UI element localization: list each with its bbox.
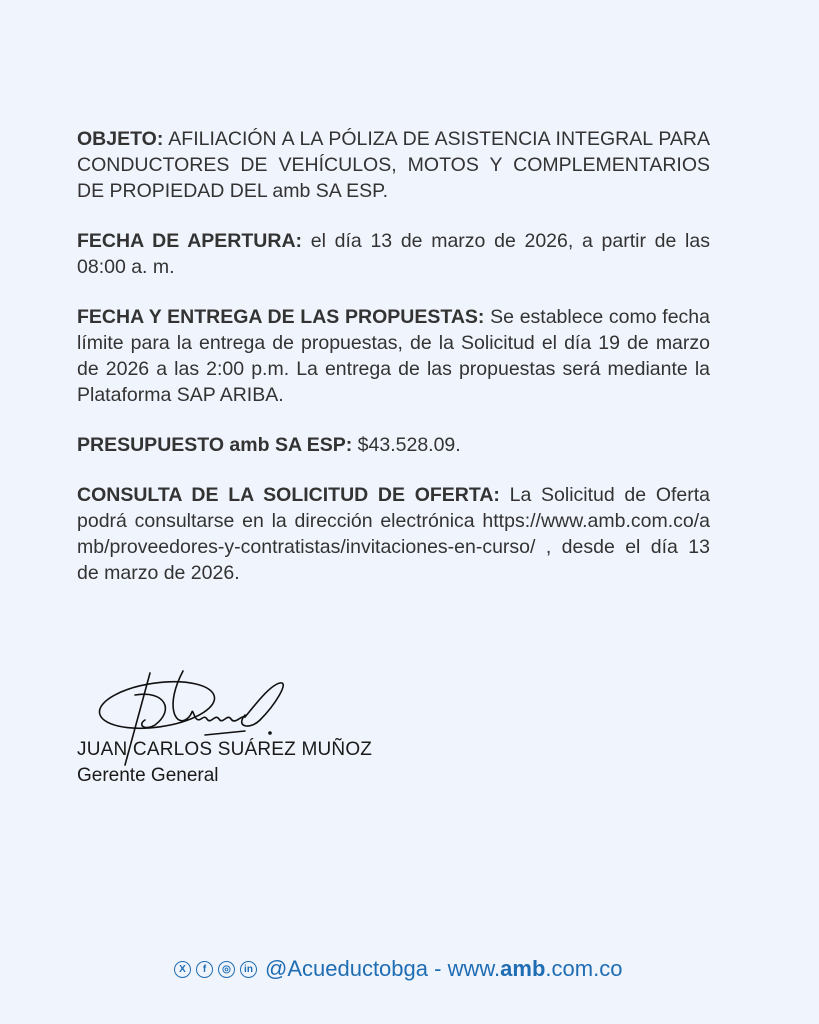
signatory-name: JUAN CARLOS SUÁREZ MUÑOZ [77, 739, 373, 760]
objeto-paragraph [77, 126, 710, 204]
consulta-label: CONSULTA DE LA SOLICITUD DE OFERTA: [77, 484, 500, 506]
consulta-text: La Solicitud de Oferta podrá consultarse en la dirección electrónica [77, 484, 711, 532]
website-suffix: .com.co [545, 956, 623, 981]
fecha-entrega-label: FECHA Y ENTREGA DE LAS PROPUESTAS: [77, 306, 485, 328]
fecha-apertura-paragraph [77, 228, 710, 280]
objeto-text: AFILIACIÓN A LA PÓLIZA DE ASISTENCIA INTEGRAL PARA CONDUCTORES DE VEHÍCULOS, MOTOS Y COMPLEMENTARIOS DE PROPIEDAD DEL amb SA ESP. [77, 128, 710, 202]
consulta-paragraph [77, 482, 710, 586]
website-brand: amb [500, 956, 546, 981]
website-prefix: www. [447, 956, 501, 981]
fecha-entrega-text: Se establece como fecha límite para la entrega de propuestas, de la Solicitud el día 19 de marzo de 2026 a las 2:00 p.m. La entrega de las propuestas será mediante la Plataforma SAP ARIBA. [77, 306, 710, 406]
x-icon[interactable]: X [174, 961, 191, 978]
signature-block [77, 665, 417, 795]
instagram-icon[interactable]: ◎ [218, 961, 235, 978]
fecha-apertura-text: el día 13 de marzo de 2026, a partir de las 08:00 a. m. [77, 230, 710, 278]
linkedin-icon[interactable]: in [240, 961, 257, 978]
presupuesto-label: PRESUPUESTO amb SA ESP: [77, 434, 353, 456]
presupuesto-paragraph [77, 432, 710, 458]
signatory-role: Gerente General [77, 765, 219, 786]
document-body [77, 126, 710, 610]
objeto-label: OBJETO: [77, 128, 164, 150]
fecha-apertura-label: FECHA DE APERTURA: [77, 230, 303, 252]
presupuesto-value: $43.528.09. [357, 434, 461, 456]
website-link[interactable] [448, 956, 623, 981]
consulta-text-after: , desde el día 13 de marzo de 2026. [77, 536, 710, 584]
social-handle[interactable]: @Acueductobga [265, 956, 429, 981]
footer-social-bar [174, 956, 622, 982]
fecha-entrega-paragraph [77, 304, 710, 408]
facebook-icon[interactable]: f [196, 961, 213, 978]
footer-separator: - [434, 956, 442, 981]
footer-contact [265, 956, 622, 982]
consulta-url-link[interactable]: https://www.amb.com.co/amb/proveedores-y-contratistas/invitaciones-en-curso/ [77, 510, 711, 558]
